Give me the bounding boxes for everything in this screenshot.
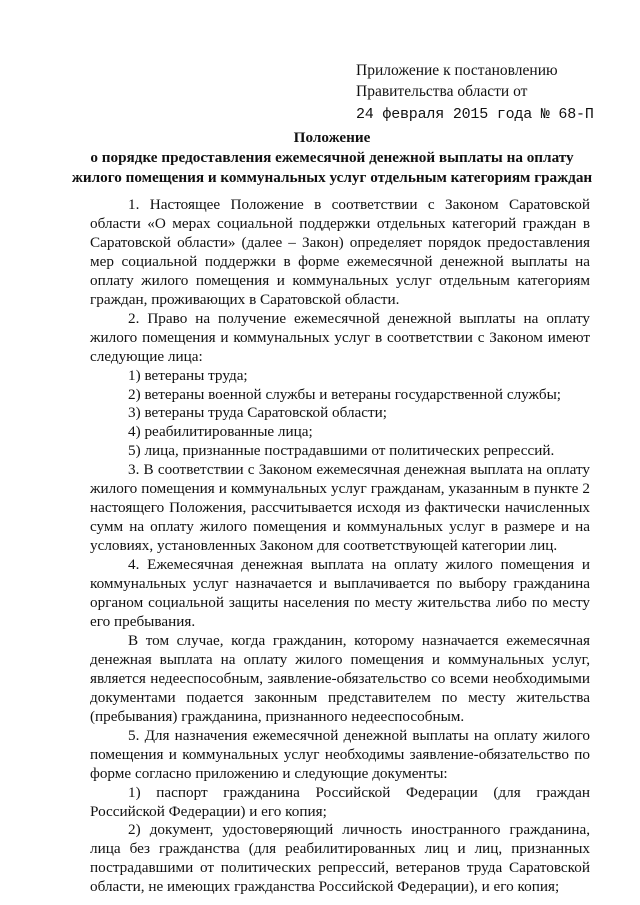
document-title — [60, 128, 604, 188]
list-item: 4) реабилитированные лица; — [128, 423, 313, 441]
list-item: 2) ветераны военной службы и ветераны государственной службы; — [128, 385, 561, 403]
title-line-2: о порядке предоставления ежемесячной денежной выплаты на оплату — [90, 149, 574, 166]
document-body — [90, 196, 590, 897]
paragraph-1: 1. Настоящее Положение в соответствии с Законом Саратовской области «О мерах социальной поддержки отдельных категорий граждан в Саратовской области» (далее – Закон) определяет порядок предоставления мер социальной поддержки в форме ежемесячной денежной выплаты на оплату жилого помещения и коммунальных услуг отдельным категориям граждан, проживающих в Саратовской области. — [90, 196, 590, 308]
title-line-3: жилого помещения и коммунальных услуг отдельным категориям граждан — [71, 169, 593, 186]
paragraph-4: 4. Ежемесячная денежная выплата на оплату жилого помещения и коммунальных услуг назначается и выплачивается по выбору гражданина органом социальной защиты населения по месту жительства либо по месту его пребывания. — [90, 556, 590, 630]
paragraph-3: 3. В соответствии с Законом ежемесячная денежная выплата на оплату жилого помещения и коммунальных услуг гражданам, указанным в пункте 2 настоящего Положения, рассчитывается исходя из фактически начисленных сумм на оплату жилого помещения и коммунальных услуг в размере и на условиях, установленных Законом для соответствующей категории лиц. — [90, 461, 590, 555]
list-item: 1) ветераны труда; — [128, 366, 248, 384]
title-heading: Положение — [293, 129, 371, 146]
header-line-1: Приложение к постановлению — [356, 62, 558, 79]
list-item: 2) документ, удостоверяющий личность иностранного гражданина, лица без гражданства (для реабилитированных лиц и лиц, признанных пострадавшими от политических репрессий, ветеранов труда Саратовской области, не имеющих гражданства Российской Федерации), и его копия; — [90, 821, 590, 896]
header-line-2: Правительства области от — [356, 83, 528, 100]
list-item: 3) ветераны труда Саратовской области; — [128, 404, 388, 422]
paragraph-5: 5. Для назначения ежемесячной денежной выплаты на оплату жилого помещения и коммунальных услуг необходимы заявление-обязательство по форме согласно приложению и следующие документы: — [90, 726, 590, 782]
header-date-line: 24 февраля 2015 года № 68-П — [356, 106, 594, 123]
list-item: 1) паспорт гражданина Российской Федерации (для граждан Российской Федерации) и его копия; — [90, 783, 590, 820]
paragraph-4b: В том случае, когда гражданин, которому назначается ежемесячная денежная выплата на оплату жилого помещения и коммунальных услуг, является недееспособным, заявление-обязательство со всеми необходимыми документами подается законным представителем по месту жительства (пребывания) гражданина, признанного недееспособным. — [90, 631, 590, 725]
appendix-header — [356, 60, 626, 125]
paragraph-2: 2. Право на получение ежемесячной денежной выплаты на оплату жилого помещения и коммунальных услуг в соответствии с Законом имеют следующие лица: — [90, 309, 590, 365]
list-item: 5) лица, признанные пострадавшими от политических репрессий. — [128, 442, 555, 460]
